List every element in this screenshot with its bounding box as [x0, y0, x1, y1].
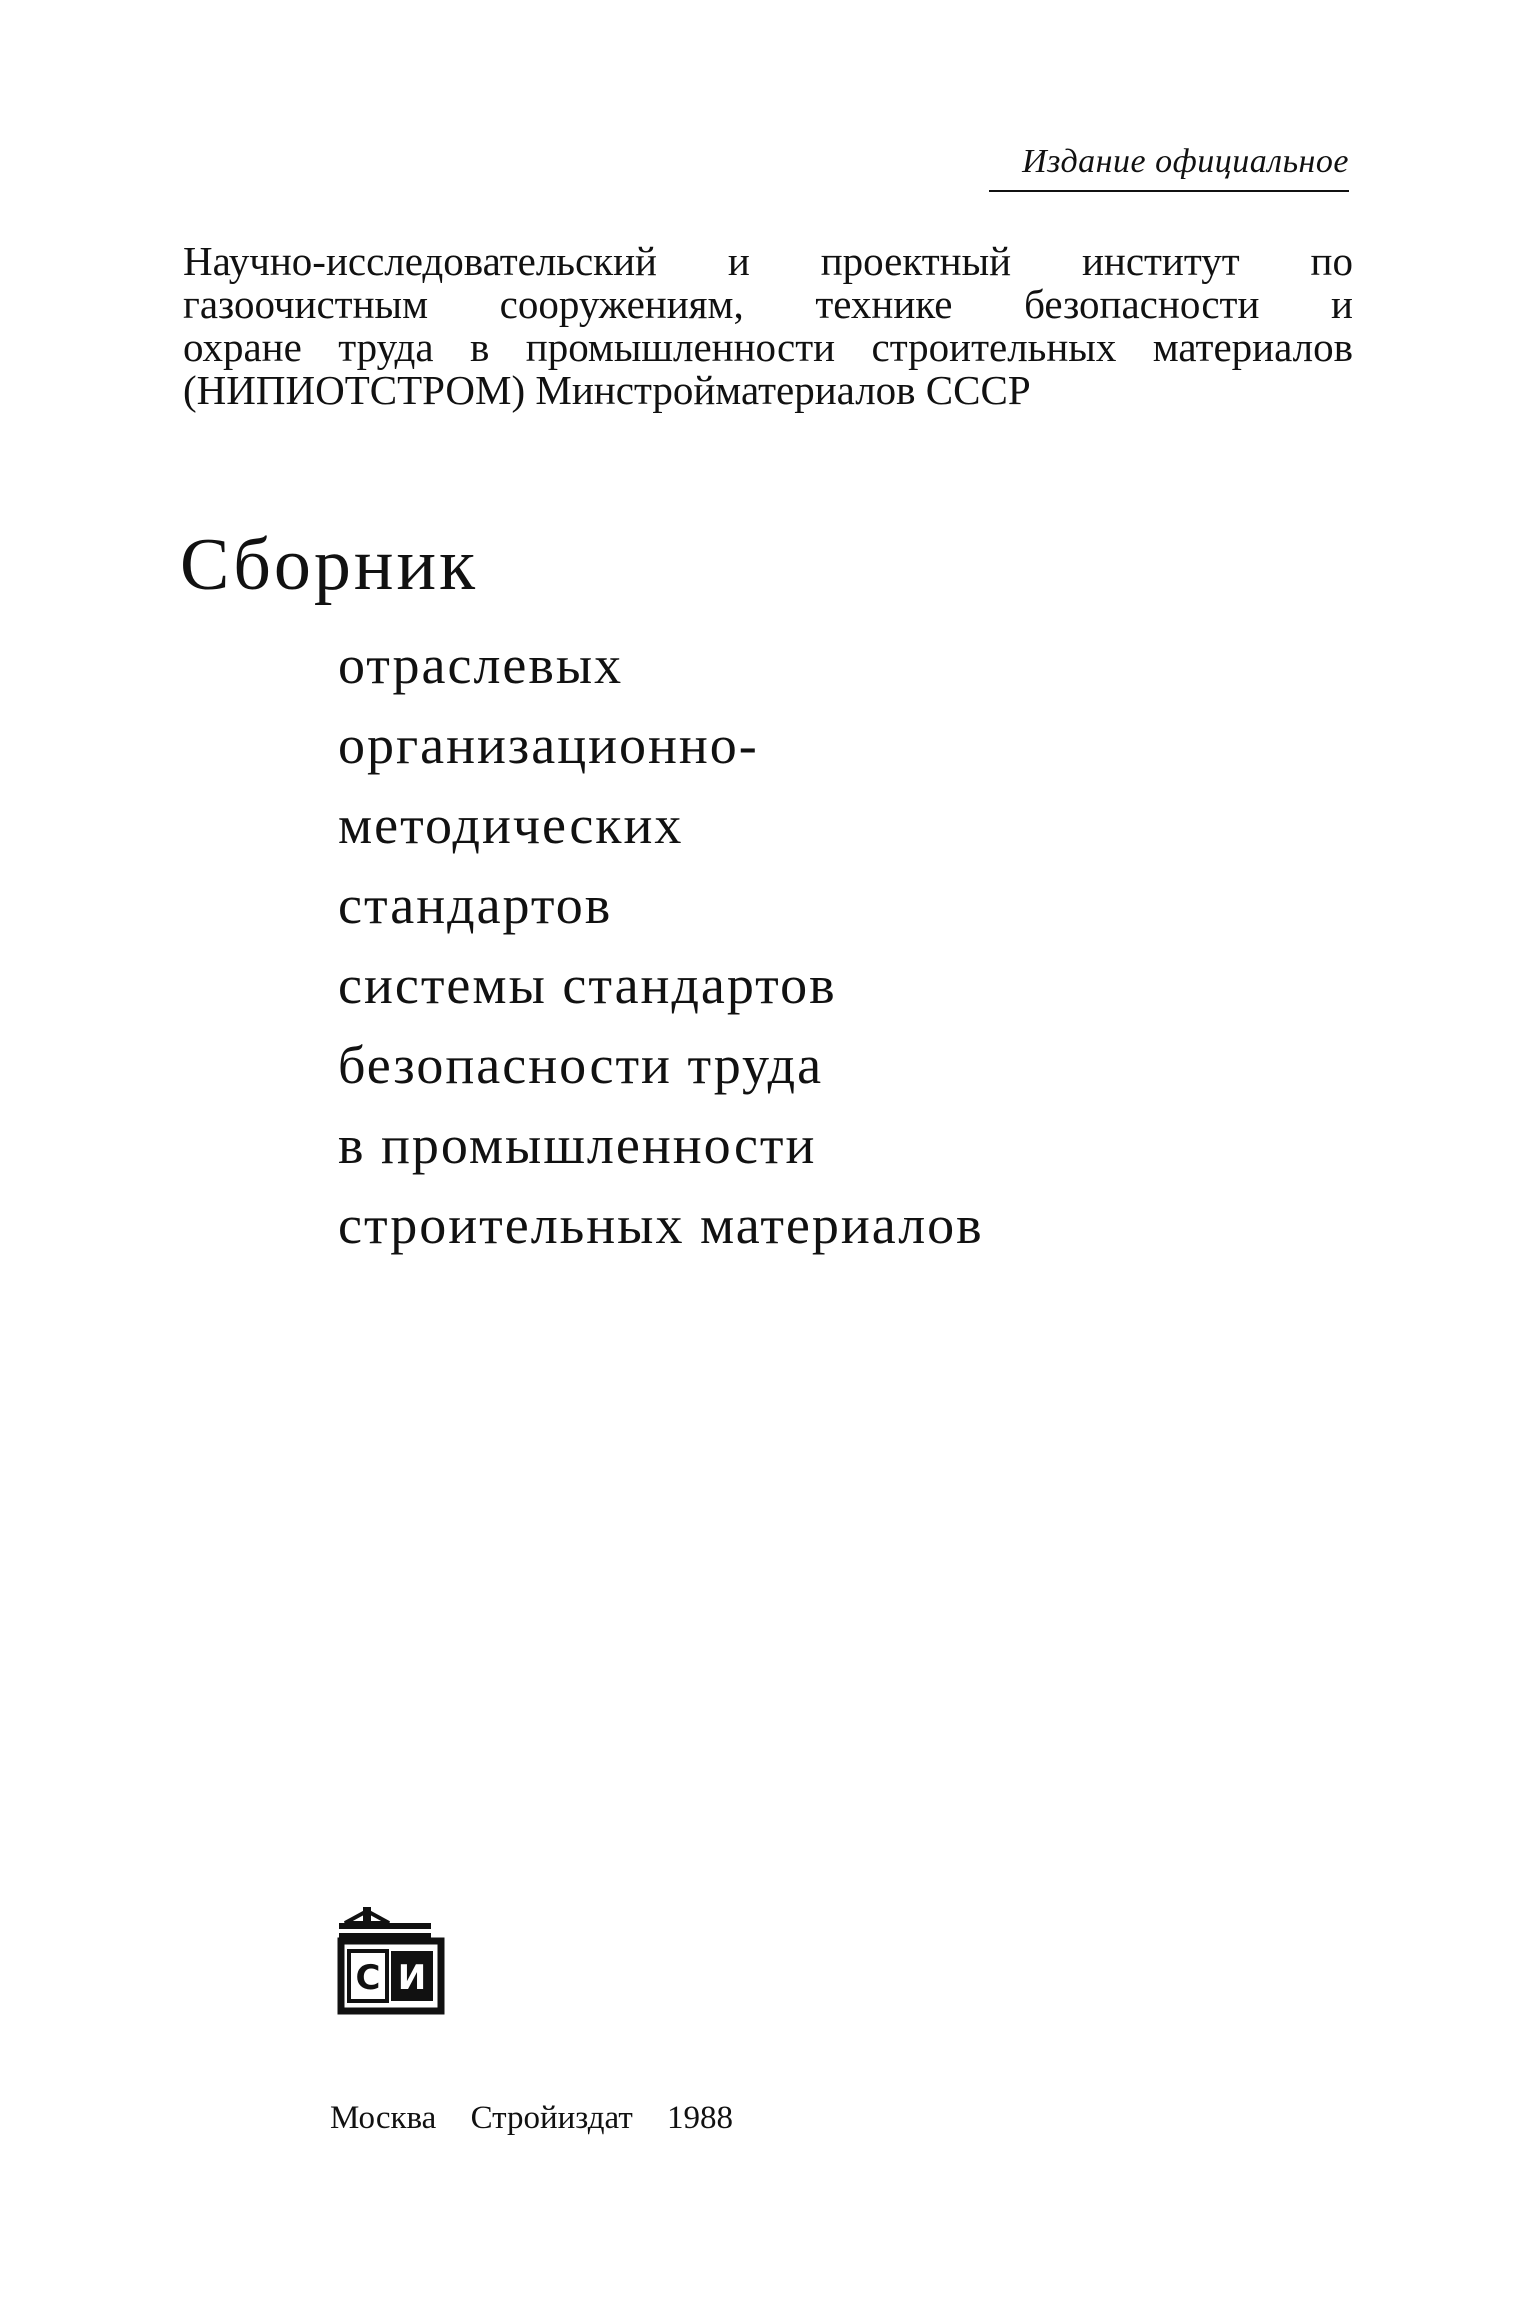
institute-name: [183, 240, 1353, 412]
page-subtitle: [338, 625, 1338, 1265]
subtitle-line: отраслевых: [338, 635, 624, 695]
institute-line: охране труда в промышленности строительных материалов: [183, 324, 1353, 370]
subtitle-line: стандартов: [338, 875, 613, 935]
imprint-city: Москва: [330, 2100, 437, 2136]
publisher-logo: [335, 1905, 455, 2015]
subtitle-line: безопасности труда: [338, 1035, 824, 1095]
institute-line: (НИПИОТСТРОМ) Минстройматериалов СССР: [183, 367, 1031, 413]
publisher-logo-icon: [335, 1905, 455, 2015]
subtitle-line: в промышленности: [338, 1115, 817, 1175]
subtitle-line: строительных материалов: [338, 1195, 984, 1255]
subtitle-line: организационно-: [338, 715, 759, 775]
institute-line: Научно-исследовательский и проектный институт по: [183, 238, 1353, 284]
subtitle-line: системы стандартов: [338, 955, 837, 1015]
logo-letter: И: [397, 1958, 427, 1998]
imprint-publisher: Стройиздат: [470, 2100, 633, 2136]
imprint: [330, 2098, 759, 2138]
institute-line: газоочистным сооружениям, технике безопасности и: [183, 281, 1353, 327]
page-title: Сборник: [180, 524, 479, 606]
subtitle-line: методических: [338, 795, 684, 855]
imprint-year: 1988: [667, 2100, 733, 2136]
edition-label: Издание официальное: [989, 140, 1349, 192]
logo-letter: С: [355, 1958, 381, 1998]
